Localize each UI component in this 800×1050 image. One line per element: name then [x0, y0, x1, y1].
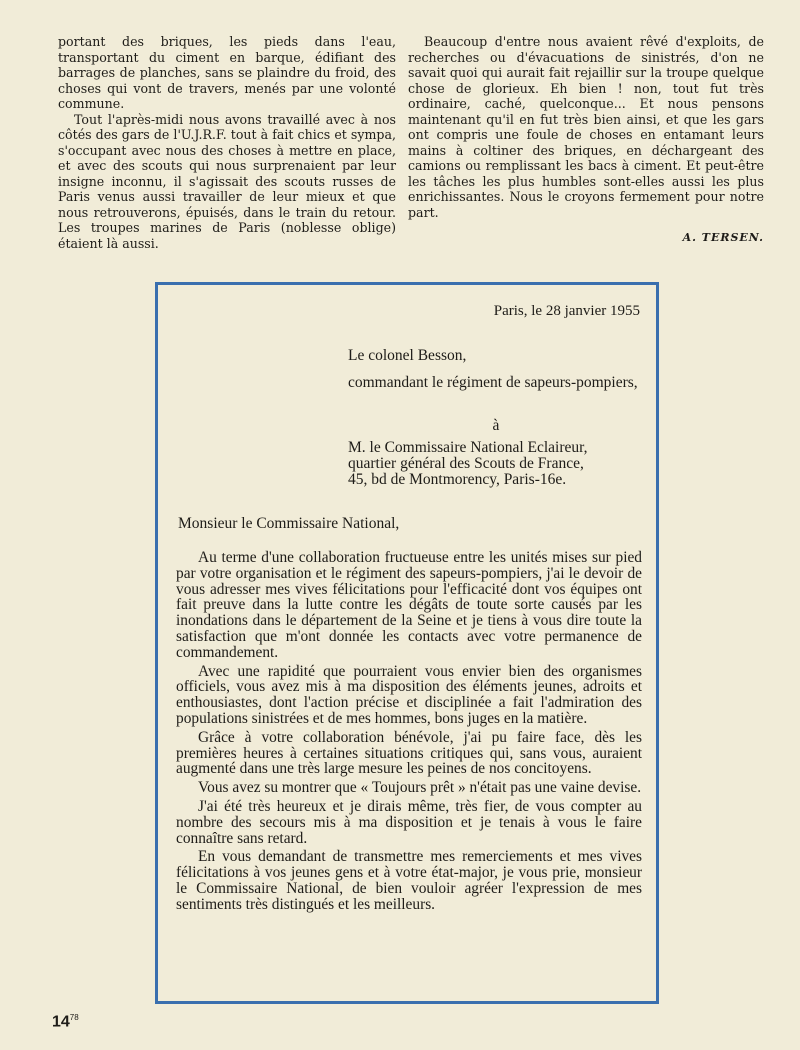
- letter-recipient-address: 45, bd de Montmorency, Paris-16e.: [348, 471, 567, 488]
- letter-date: Paris, le 28 janvier 1955: [493, 303, 640, 319]
- article-paragraph: Tout l'après-midi nous avons travaillé avec à nos côtés des gars de l'U.J.R.F. tout à fait chics et sympa, s'occupant avec nous des choses à mettre en place, et avec des scouts qui nous surprenaient par leur insigne inconnu, il s'agissait des scouts russes de Paris venus aussi travailler de leur mieux et que nous retrouverons, épuisés, dans le train du retour. Les troupes marines de Paris (noblesse oblige) étaient là aussi.: [58, 111, 396, 251]
- letter-paragraph: J'ai été très heureux et je dirais même, très fier, de vous compter au nombre des secours mis à ma disposition et je tenais à vous le faire connaître sans retard.: [176, 797, 642, 847]
- letter-sender-name: Le colonel Besson,: [348, 347, 467, 364]
- letter-paragraph: En vous demandant de transmettre mes remerciements et mes vives félicitations à vos jeunes gens et à votre état-major, je vous prie, monsieur le Commissaire National, de bien vouloir agréer l'expression de mes sentiments très distingués et les meilleurs.: [176, 848, 642, 913]
- letter-to: à: [492, 417, 500, 434]
- article-paragraph: Beaucoup d'entre nous avaient rêvé d'exploits, de recherches ou d'évacuations de sinistrés, d'on ne savait quoi qui aurait fait rejaillir sur la troupe quelque chose de glorieux. Eh bien ! non, tout fut très ordinaire, caché, quelconque... Et nous pensons maintenant qu'il en fut très bien ainsi, et que les gars ont compris une foule de choses en entamant leurs mains à coltiner des briques, en déchargeant des camions ou remplissant les bacs à ciment. Et peut-être les tâches les plus humbles sont-elles aussi les plus enrichissantes. Nous le croyons fermement pour notre part.: [408, 34, 764, 220]
- letter-paragraph: Vous avez su montrer que « Toujours prêt » n'était pas une vaine devise.: [198, 779, 642, 797]
- letter-frame: [155, 282, 659, 1004]
- letter-paragraph: Avec une rapidité que pourraient vous envier bien des organismes officiels, vous avez mis à ma disposition des éléments jeunes, adroits et enthousiastes, dont l'action précise et disciplinée a fait l'admiration des populations sinistrées et de mes hommes, bons juges en la matière.: [176, 662, 642, 727]
- page-number-main: 14: [52, 1013, 70, 1031]
- page-number-sup: 78: [69, 1013, 79, 1022]
- article-paragraph: portant des briques, les pieds dans l'eau, transportant du ciment en barque, édifiant des barrages de planches, sans se plaindre du froid, des choses qui vont de travers, menés par une volonté commune.: [58, 34, 396, 111]
- letter-recipient-org: quartier général des Scouts de France,: [348, 455, 584, 472]
- article-column-right: [408, 34, 764, 246]
- article-column-left: [58, 34, 396, 251]
- letter-sender-title: commandant le régiment de sapeurs-pompiers,: [348, 374, 638, 391]
- letter-salutation: Monsieur le Commissaire National,: [178, 515, 400, 532]
- letter-paragraph: Grâce à votre collaboration bénévole, j'ai pu faire face, dès les premières heures à certaines situations critiques qui, sans vous, auraient augmenté dans une très large mesure les peines de nos concitoyens.: [176, 728, 642, 778]
- letter-body: [176, 550, 642, 916]
- letter-paragraph: Au terme d'une collaboration fructueuse entre les unités mises sur pied par votre organisation et le régiment des sapeurs-pompiers, j'ai le devoir de vous adresser mes vives félicitations pour l'efficacité dont vos équipes ont fait preuve dans la lutte contre les dégâts de toute sorte causés par les inondations dans le département de la Seine et je tiens à vous dire toute la satisfaction que m'ont donnée les contacts avec votre permanence de commandement.: [176, 549, 642, 661]
- letter-recipient-name: M. le Commissaire National Eclaireur,: [348, 439, 588, 456]
- page-number: [52, 1013, 79, 1031]
- article-signature: A. TERSEN.: [682, 231, 764, 244]
